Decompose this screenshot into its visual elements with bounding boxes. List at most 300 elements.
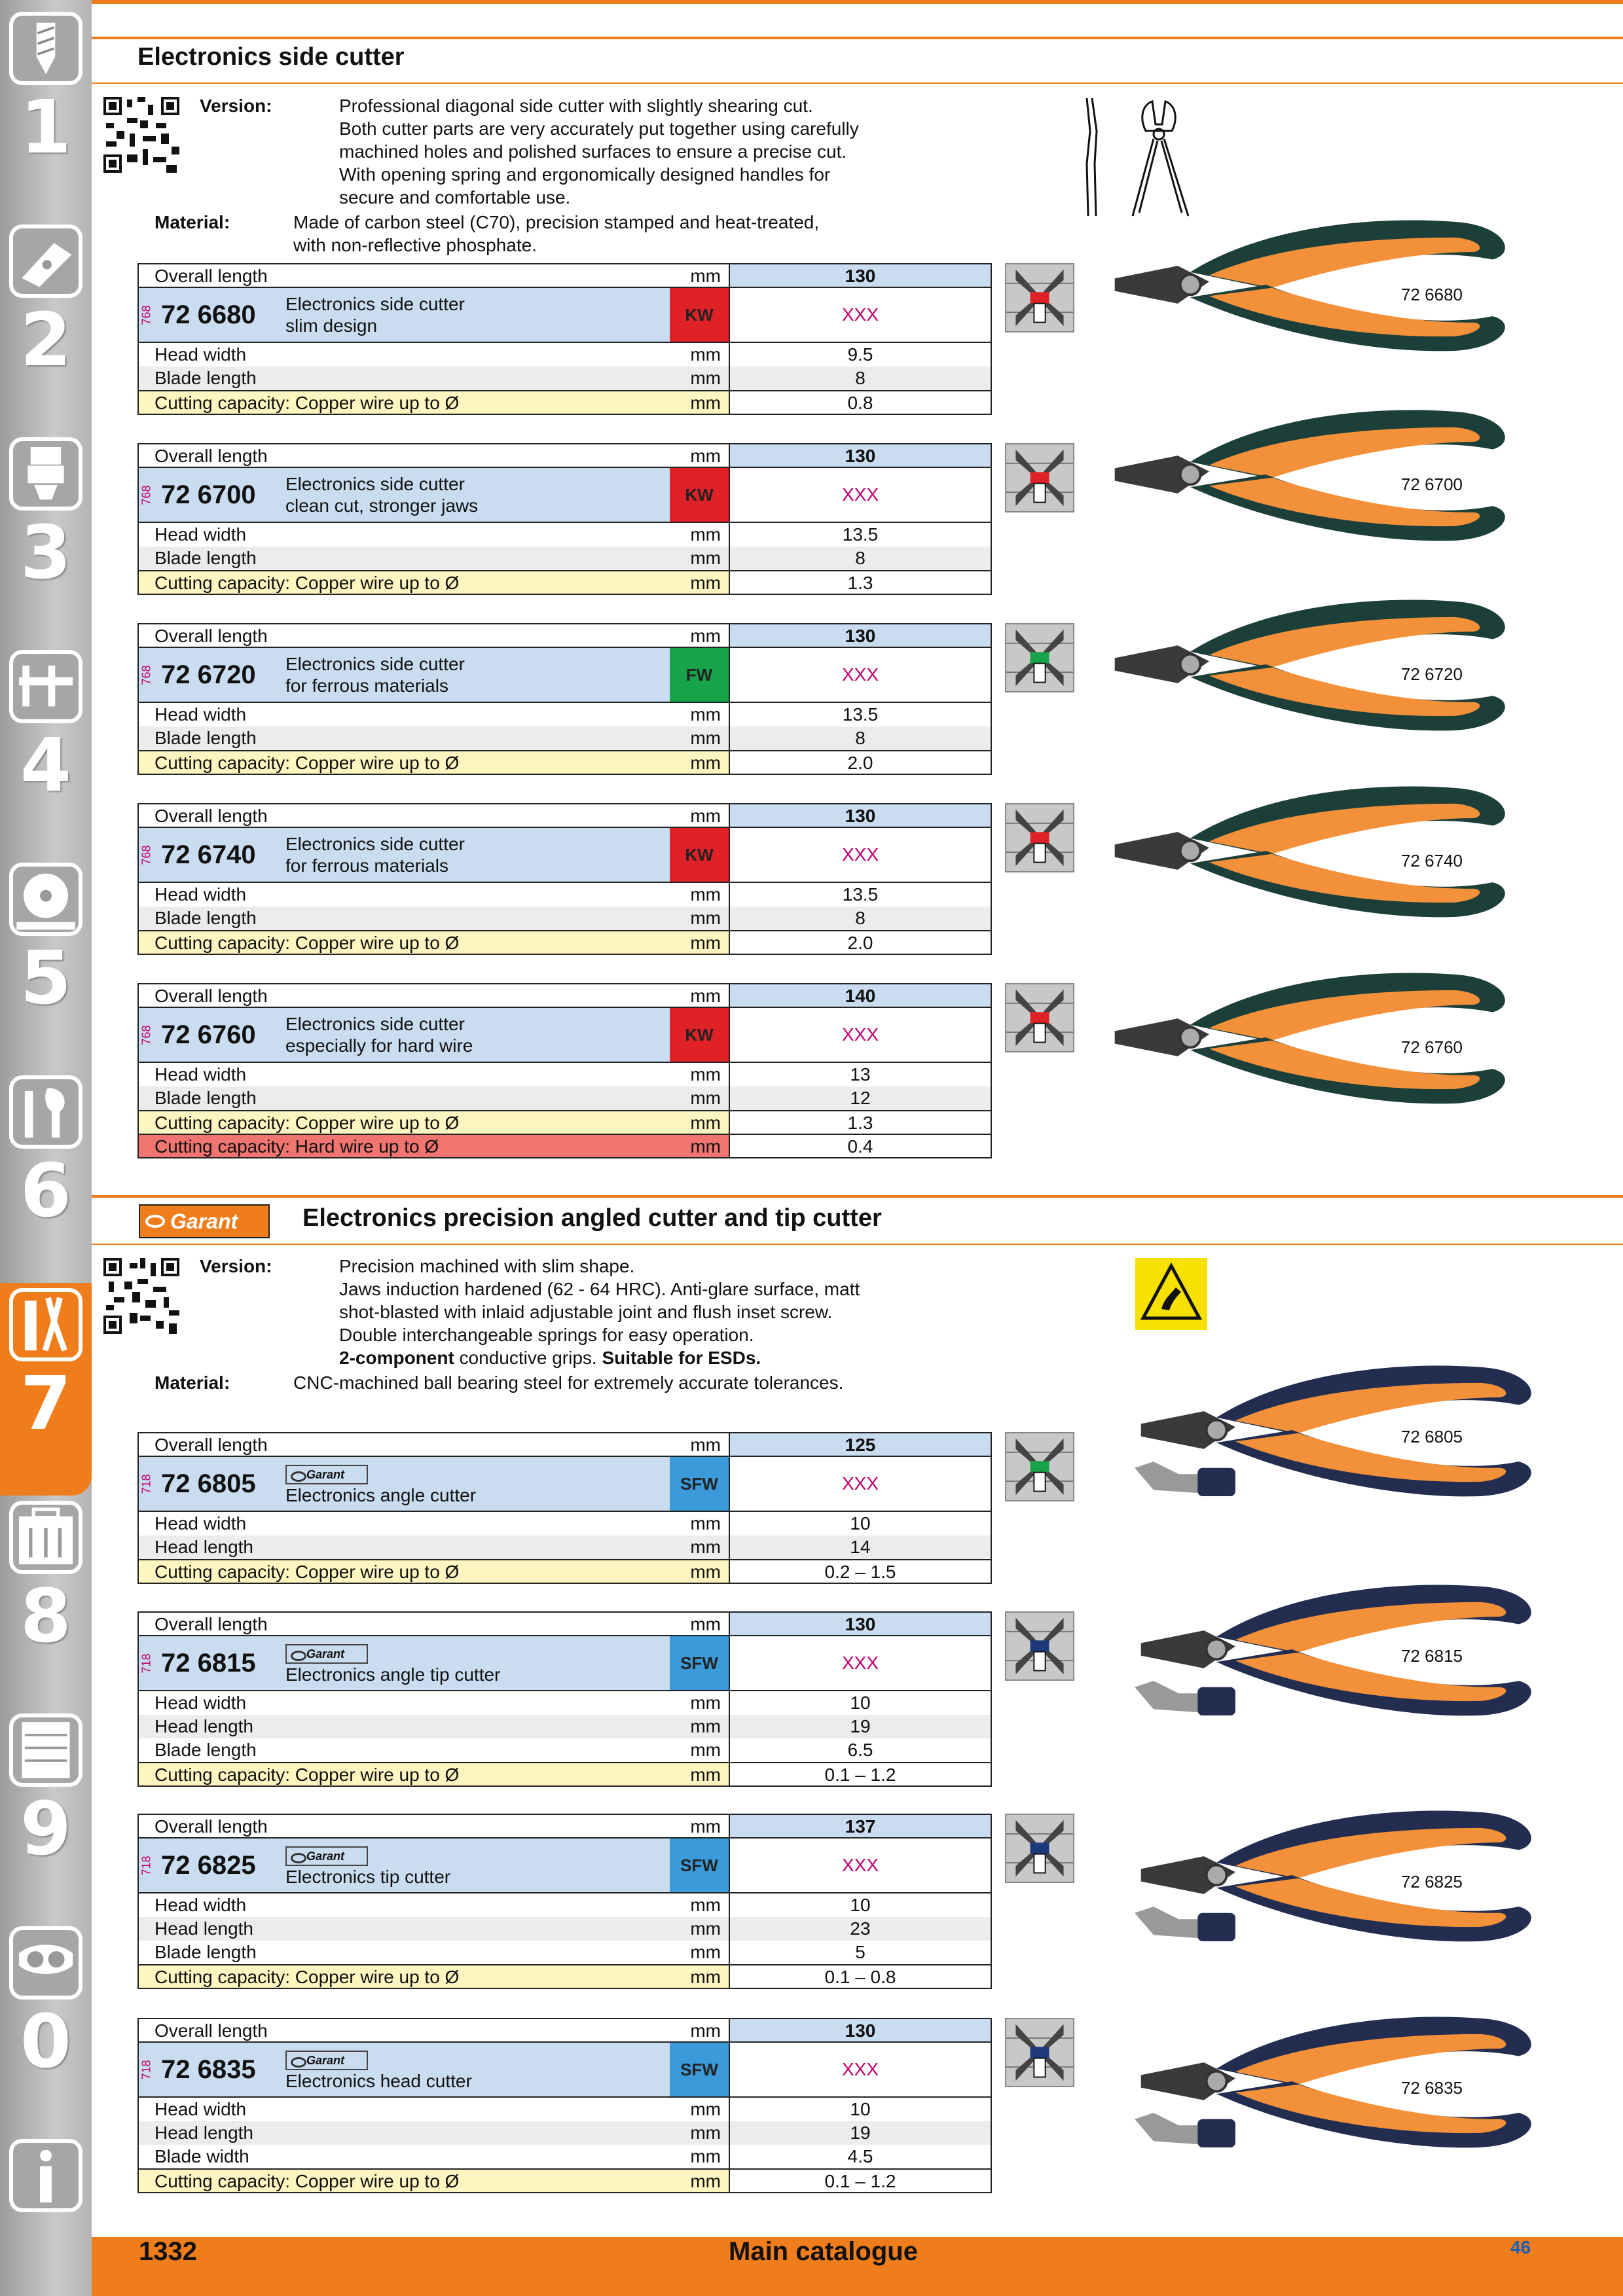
spec-label: Cutting capacity: Copper wire up to Ø [155,393,460,413]
chapter-tab-0[interactable] [0,1921,92,2134]
cut-type-icon [1005,263,1074,332]
product-table [137,983,992,1158]
spec-row [139,1086,991,1110]
chapter-number: 5 [20,936,71,1021]
spec-row [139,2145,991,2168]
spec-row [139,1715,991,1738]
esd-warning-icon [1135,1258,1207,1330]
product-description: Electronics side cutter for ferrous materials [285,654,465,696]
spec-value: 0.1 – 0.8 [729,1965,991,1988]
spec-value: 2.0 [729,931,991,954]
text-line: secure and comfortable use. [339,187,571,207]
price: XXX [729,468,991,522]
unit: mm [690,2123,721,2143]
spec-value: 0.2 – 1.5 [729,1560,991,1583]
insert-icon [9,224,82,298]
text-line: Double interchangeable springs for easy operation. [339,1325,754,1345]
spec-row [139,1964,991,1988]
price: XXX [729,1839,991,1892]
unit: mm [690,548,721,568]
chapter-number: 0 [20,2000,71,2085]
plier-image [1100,769,1545,933]
plier-image [1100,956,1545,1119]
spec-label: Head length [155,1918,254,1939]
unit: mm [690,446,721,466]
spec-label: Blade length [155,1088,257,1108]
spec-label: Head width [155,1693,247,1713]
steel-grade-badge: SFW [670,2043,729,2096]
spec-value: 8 [729,726,991,750]
product-number: 72 6740 [161,840,256,869]
spec-label: Cutting capacity: Copper wire up to Ø [155,753,460,773]
product-row[interactable] [139,2043,991,2098]
side-code: 768 [139,1024,153,1045]
safety-icon [9,1926,82,2000]
unit: mm [690,1064,721,1085]
unit: mm [690,1614,721,1634]
text-line: Professional diagonal side cutter with slightly shearing cut. [339,96,813,116]
spec-value: 1.3 [729,571,991,594]
spec-row [139,703,991,726]
product-row[interactable] [139,648,991,703]
unit: mm [690,1513,721,1534]
spec-label: Head length [155,1537,254,1557]
spec-value: 12 [729,1086,991,1110]
cut-type-icon [1005,2018,1074,2087]
overall-length-label: Overall length [155,446,268,466]
price: XXX [729,1008,991,1062]
product-table [137,623,992,775]
product-table [137,1814,992,1989]
side-code: 768 [139,304,153,325]
unit: mm [690,1918,721,1939]
spec-value: 14 [729,1535,991,1559]
overall-length-label: Overall length [155,806,268,826]
spec-row [139,1559,991,1583]
spec-row [139,1738,991,1762]
spec-value: 4.5 [729,2145,991,2168]
spec-label: Head width [155,344,247,365]
garant-mini-logo: Garant [285,2051,368,2070]
text-line: CNC-machined ball bearing steel for extremely accurate tolerances. [293,1372,844,1393]
spec-label: Cutting capacity: Copper wire up to Ø [155,1562,460,1582]
product-description: Garant Electronics tip cutter [285,1843,450,1888]
spec-label: Blade length [155,1740,257,1760]
unit: mm [690,1113,721,1133]
spec-value: 5 [729,1941,991,1964]
overall-length-value: 125 [729,1433,991,1456]
section-rule [92,37,1623,39]
overall-length-value: 140 [729,984,991,1007]
spec-value: 13.5 [729,523,991,547]
steel-grade-badge: KW [670,288,729,342]
feature-text: conductive grips. [454,1348,602,1368]
unit: mm [690,2020,721,2041]
side-code: 718 [139,2059,153,2080]
product-row[interactable] [139,1457,991,1512]
product-tag: 72 6815 [1401,1646,1463,1666]
chapter-tab-8[interactable] [0,1496,92,1708]
plier-image [1126,1348,1571,1512]
unit: mm [690,753,721,773]
spec-row [139,1063,991,1086]
spec-label: Cutting capacity: Hard wire up to Ø [155,1136,439,1157]
overall-length-label: Overall length [155,986,268,1006]
section-rule [92,82,1623,84]
spec-label: Cutting capacity: Copper wire up to Ø [155,1765,460,1785]
chapter-tab-6[interactable] [0,1070,92,1283]
garant-mini-logo: Garant [285,1846,368,1866]
price: XXX [729,2043,991,2096]
unit: mm [690,1435,721,1455]
overall-length-value: 130 [729,2019,991,2041]
spec-label: Cutting capacity: Copper wire up to Ø [155,1113,460,1133]
steel-grade-badge: SFW [670,1457,729,1511]
overall-length-label: Overall length [155,626,268,646]
spec-row [139,750,991,774]
cut-type-icon [1005,623,1074,692]
spec-value: 13 [729,1063,991,1086]
side-code: 768 [139,844,153,865]
spec-row [139,726,991,750]
unit: mm [690,1816,721,1837]
spec-value: 0.1 – 1.2 [729,2170,991,2192]
spec-row [139,1893,991,1917]
spec-label: Head width [155,2099,247,2119]
chapter-tab-i[interactable] [0,2134,92,2296]
chapter-tab-2[interactable] [0,219,92,432]
page-number: 1332 [139,2237,197,2266]
overall-length-value: 130 [729,264,991,287]
spec-row [139,1535,991,1559]
overall-length-value: 130 [729,1613,991,1635]
price: XXX [729,828,991,882]
product-description: Electronics side cutter clean cut, stronger jaws [285,474,479,516]
spec-value: 0.1 – 1.2 [729,1763,991,1785]
unit: mm [690,1895,721,1915]
product-row[interactable] [139,1636,991,1691]
chapter-number: 4 [20,723,71,808]
overall-length-value: 130 [729,804,991,827]
side-code: 718 [139,1473,153,1494]
steel-grade-badge: KW [670,468,729,522]
product-description: Electronics side cutter for ferrous materials [285,834,465,876]
spec-row [139,523,991,547]
spec-label: Cutting capacity: Copper wire up to Ø [155,573,460,593]
spec-value: 10 [729,1512,991,1535]
cabinet-icon [9,1713,82,1787]
spec-row [139,547,991,570]
plier-image [1100,393,1545,556]
spec-label: Head width [155,884,247,905]
product-table [137,1611,992,1787]
product-number: 72 6835 [161,2054,256,2084]
saw-icon [9,863,82,936]
spec-value: 8 [729,367,991,390]
spec-label: Cutting capacity: Copper wire up to Ø [155,933,460,953]
spec-row [139,1917,991,1941]
product-description: Garant Electronics angle tip cutter [285,1641,500,1685]
overall-length-label: Overall length [155,1435,268,1455]
unit: mm [690,2146,721,2166]
garant-mini-logo: Garant [285,1644,368,1664]
product-tag: 72 6740 [1401,851,1463,870]
spec-value: 9.5 [729,343,991,367]
spec-label: Head width [155,1895,247,1915]
product-number: 72 6815 [161,1648,256,1677]
spec-label: Head width [155,1513,247,1534]
material-label: Material: [155,1372,230,1393]
spec-label: Blade length [155,1942,257,1962]
unit: mm [690,2099,721,2119]
spec-label: Blade length [155,368,257,388]
text-line: Jaws induction hardened (62 - 64 HRC). Anti-glare surface, matt [339,1279,860,1299]
unit: mm [690,1088,721,1108]
garant-logo-icon [145,1215,165,1228]
spec-label: Head length [155,1716,254,1736]
version-label: Version: [200,1256,272,1276]
overall-length-label: Overall length [155,1816,268,1837]
spec-row [139,2121,991,2145]
spec-value: 6.5 [729,1738,991,1762]
drill-icon [9,12,82,85]
product-row[interactable] [139,468,991,523]
overall-length-value: 130 [729,624,991,647]
steel-grade-badge: FW [670,648,729,702]
spec-value: 8 [729,547,991,570]
garant-logo-text: Garant [170,1210,238,1233]
garant-logo [139,1204,270,1238]
unit: mm [690,393,721,413]
unit: mm [690,1716,721,1736]
spec-value: 2.0 [729,751,991,774]
spec-label: Cutting capacity: Copper wire up to Ø [155,2171,460,2191]
spec-row [139,1134,991,1157]
spec-label: Head width [155,704,247,725]
text-line: With opening spring and ergonomically designed handles for [339,164,831,185]
unit: mm [690,884,721,905]
price: XXX [729,288,991,342]
spec-value: 13.5 [729,703,991,726]
spec-value: 10 [729,2098,991,2121]
product-table [137,2018,992,2193]
chapter-number: 9 [20,1787,71,1872]
qr-code-icon[interactable] [103,97,179,173]
unit: mm [690,1693,721,1713]
chapter-tab-9[interactable] [0,1708,92,1921]
text-line: Made of carbon steel (C70), precision stamped and heat-treated, [293,212,820,232]
spec-row [139,1110,991,1134]
side-code: 718 [139,1653,153,1674]
cut-type-icon [1005,983,1074,1052]
spec-value: 1.3 [729,1111,991,1134]
section-rule [92,1195,1623,1198]
spec-value: 10 [729,1893,991,1917]
steel-grade-badge: KW [670,828,729,882]
product-tag: 72 6700 [1401,475,1463,494]
overall-length-label: Overall length [155,1614,268,1634]
cut-type-icon [1005,1814,1074,1883]
section-title: Electronics side cutter [137,43,405,71]
product-description: Garant Electronics angle cutter [285,1462,476,1506]
spec-label: Cutting capacity: Copper wire up to Ø [155,1967,460,1987]
unit: mm [690,986,721,1006]
product-description: Garant Electronics head cutter [285,2047,472,2092]
spec-value: 23 [729,1917,991,1941]
product-table [137,443,992,595]
product-row[interactable] [139,288,991,343]
plier-image [1100,583,1545,746]
product-tag: 72 6680 [1401,285,1463,304]
side-code: 768 [139,664,153,685]
chapter-tab-4[interactable] [0,645,92,857]
unit: mm [690,806,721,826]
chapter-number: 6 [20,1149,71,1234]
unit: mm [690,1942,721,1962]
product-tag: 72 6760 [1401,1037,1463,1057]
spec-label: Head width [155,524,247,545]
text-line: Both cutter parts are very accurately put together using carefully [339,118,859,139]
product-number: 72 6700 [161,480,256,509]
price: XXX [729,648,991,702]
spec-row [139,1512,991,1535]
text-line: machined holes and polished surfaces to ensure a precise cut. [339,141,847,162]
chapter-tab-7[interactable] [0,1283,92,1496]
product-tag: 72 6805 [1401,1427,1463,1446]
product-number: 72 6680 [161,300,256,329]
chapter-tab-5[interactable] [0,857,92,1070]
product-row[interactable] [139,828,991,883]
product-row[interactable] [139,1839,991,1893]
spec-row [139,906,991,930]
steel-grade-badge: SFW [670,1636,729,1690]
plier-image [1100,203,1545,367]
top-rule [92,0,1623,4]
chapter-tab-1[interactable] [0,7,92,219]
unit: mm [690,1537,721,1557]
unit: mm [690,573,721,593]
footer-page-index: 46 [1510,2237,1531,2257]
spec-value: 10 [729,1691,991,1715]
unit: mm [690,908,721,928]
feature-bold: 2-component [339,1348,454,1368]
product-description: Electronics side cutter especially for hard wire [285,1014,473,1056]
overall-length-label: Overall length [155,266,268,286]
product-description: Electronics side cutter slim design [285,294,465,336]
unit: mm [690,1765,721,1785]
material-text [293,1371,843,1394]
unit: mm [690,704,721,725]
spec-label: Blade length [155,908,257,928]
spec-row [139,2098,991,2121]
spec-label: Blade length [155,728,257,748]
spec-value: 19 [729,1715,991,1738]
spec-value: 13.5 [729,883,991,906]
product-table [137,263,992,415]
price: XXX [729,1636,991,1690]
overall-length-value: 137 [729,1815,991,1837]
footer-title: Main catalogue [729,2237,918,2266]
spec-row [139,883,991,906]
product-tag: 72 6720 [1401,664,1463,684]
garant-mini-logo: Garant [285,1465,368,1484]
spec-row [139,1762,991,1785]
unit: mm [690,266,721,286]
plier-image [1126,1568,1571,1731]
product-number: 72 6760 [161,1020,256,1049]
spec-label: Head length [155,2123,254,2143]
unit: mm [690,524,721,545]
chapter-number: 3 [20,511,71,596]
spec-label: Head width [155,1064,247,1085]
text-line: shot-blasted with inlaid adjustable joint and flush inset screw. [339,1302,833,1322]
chapter-number: 8 [20,1574,71,1659]
spec-row [139,390,991,414]
unit: mm [690,1740,721,1760]
unit: mm [690,728,721,748]
spec-row [139,1691,991,1715]
chuck-icon [9,437,82,511]
overall-length-label: Overall length [155,2020,268,2041]
section-title: Electronics precision angled cutter and tip cutter [302,1204,882,1232]
material-label: Material: [155,212,230,232]
plier-image [1126,2000,1571,2163]
unit: mm [690,344,721,365]
cut-type-icon [1005,1611,1074,1681]
spec-value: 8 [729,906,991,930]
product-number: 72 6720 [161,660,256,689]
info-icon [9,2139,82,2212]
side-code: 718 [139,1855,153,1876]
spec-label: Blade length [155,548,257,568]
chapter-number: 2 [20,298,71,383]
qr-code-icon[interactable] [103,1258,179,1334]
material-text [293,211,819,257]
product-table [137,1432,992,1584]
chapter-tab-3[interactable] [0,432,92,645]
section-rule [92,1244,1623,1245]
unit: mm [690,368,721,388]
unit: mm [690,2171,721,2191]
product-tag: 72 6825 [1401,1872,1463,1892]
cut-type-icon [1005,443,1074,512]
spec-value: 19 [729,2121,991,2145]
price: XXX [729,1457,991,1511]
product-number: 72 6805 [161,1469,256,1498]
spec-label: Blade width [155,2146,249,2166]
version-label: Version: [200,96,272,116]
unit: mm [690,1967,721,1987]
version-text [339,1255,860,1369]
product-row[interactable] [139,1008,991,1063]
spec-row [139,343,991,367]
unit: mm [690,933,721,953]
product-tag: 72 6835 [1401,2078,1463,2098]
spec-value: 0.8 [729,391,991,414]
spec-row [139,367,991,390]
chapter-sidebar [0,0,92,2296]
spec-row [139,1941,991,1964]
text-line: with non-reflective phosphate. [293,235,537,255]
spec-row [139,930,991,954]
spec-row [139,2168,991,2192]
wrench-icon [9,1075,82,1149]
plier-image [1126,1793,1571,1957]
product-table [137,803,992,955]
unit: mm [690,1562,721,1582]
spec-value: 0.4 [729,1135,991,1157]
product-number: 72 6825 [161,1850,256,1880]
